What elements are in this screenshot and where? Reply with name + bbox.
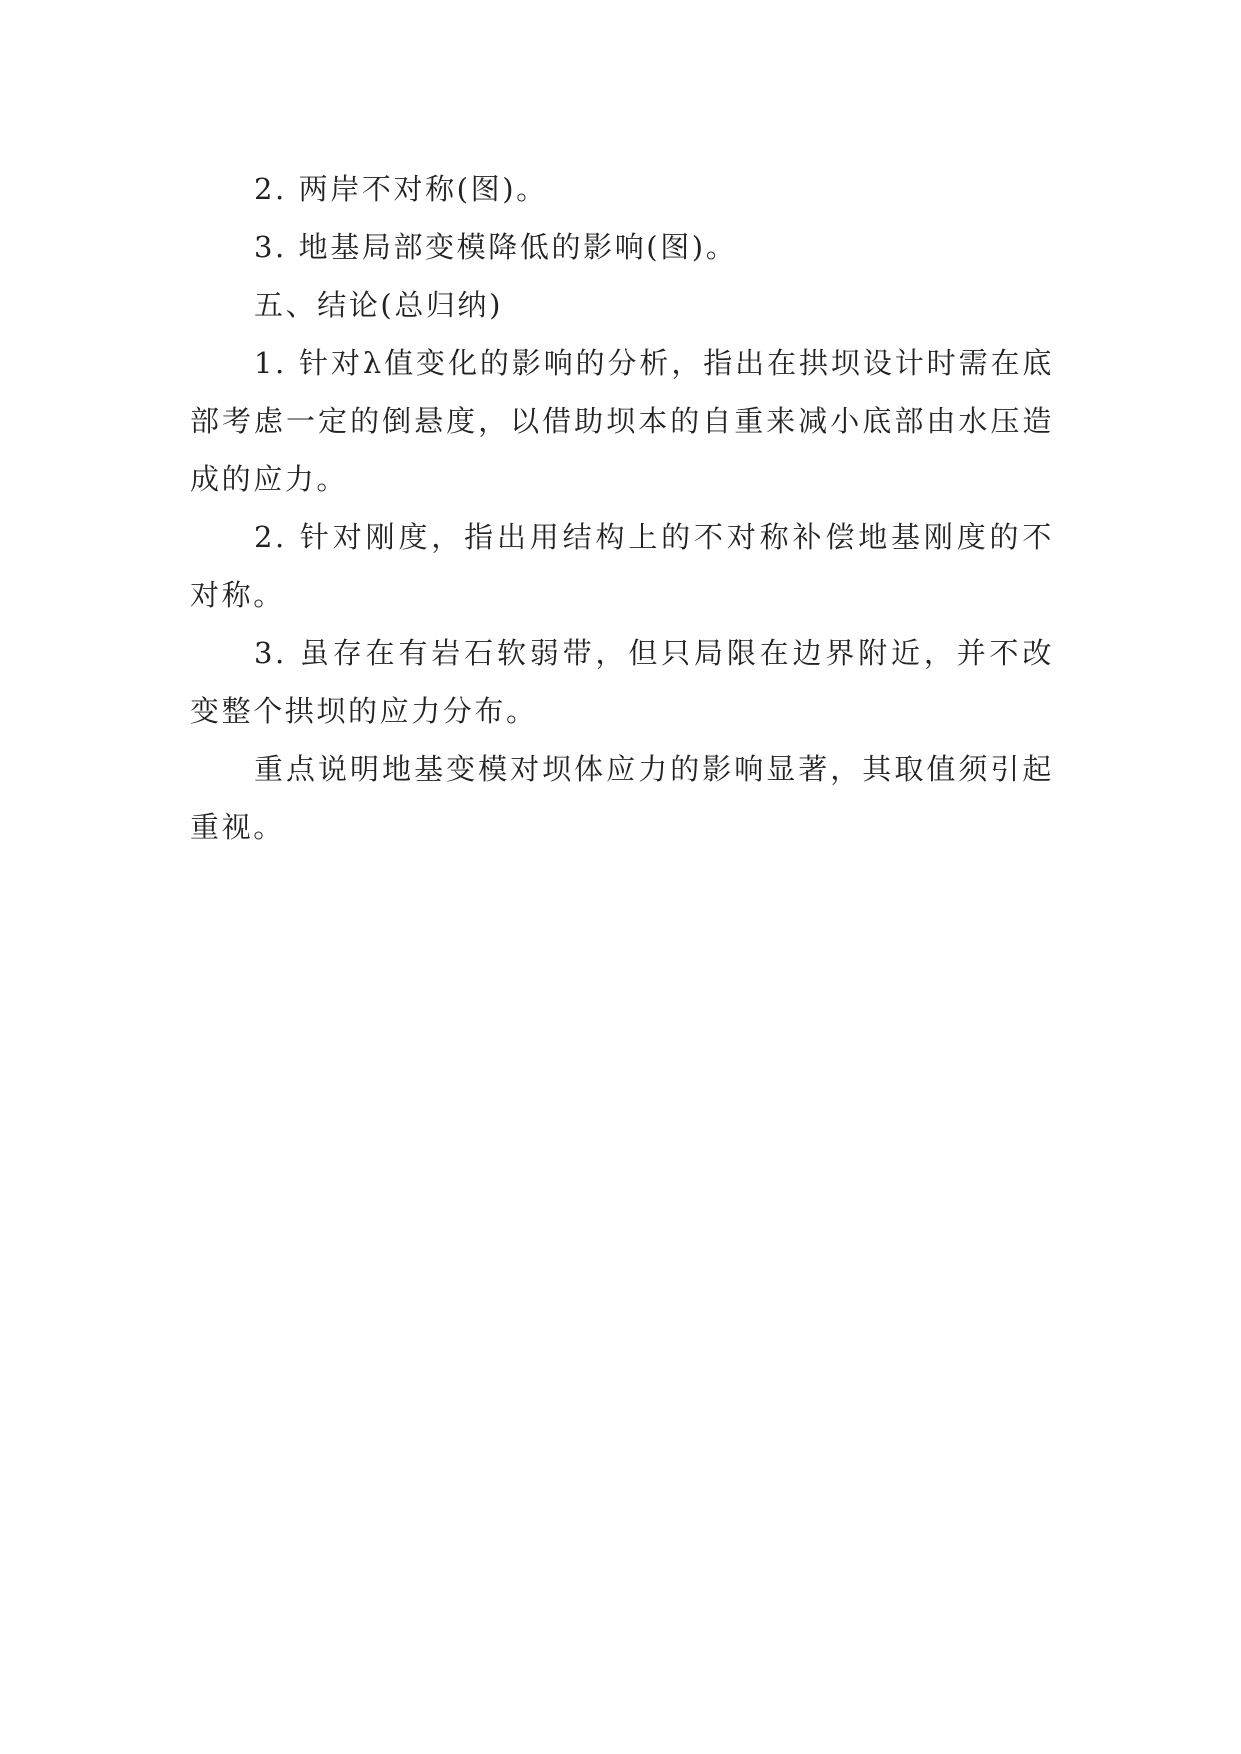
paragraph-asymmetric-banks: 2. 两岸不对称(图)。: [254, 172, 548, 206]
paragraph-foundation-modulus: 3. 地基局部变模降低的影响(图)。: [254, 230, 738, 264]
paragraph-conclusion-3: 3. 虽存在有岩石软弱带，但只局限在边界附近，并不改变整个拱坝的应力分布。: [190, 636, 1054, 728]
section-heading-conclusion: 五、结论(总归纳): [254, 288, 504, 322]
paragraph-key-point: 重点说明地基变模对坝体应力的影响显著，其取值须引起重视。: [190, 752, 1054, 844]
paragraph-conclusion-2: 2. 针对刚度，指出用结构上的不对称补偿地基刚度的不对称。: [190, 520, 1054, 612]
paragraph-conclusion-1: 1. 针对λ值变化的影响的分析，指出在拱坝设计时需在底部考虑一定的倒悬度，以借助坝本的自重来减小底部由水压造成的应力。: [190, 346, 1054, 496]
document-body: [190, 160, 1054, 856]
